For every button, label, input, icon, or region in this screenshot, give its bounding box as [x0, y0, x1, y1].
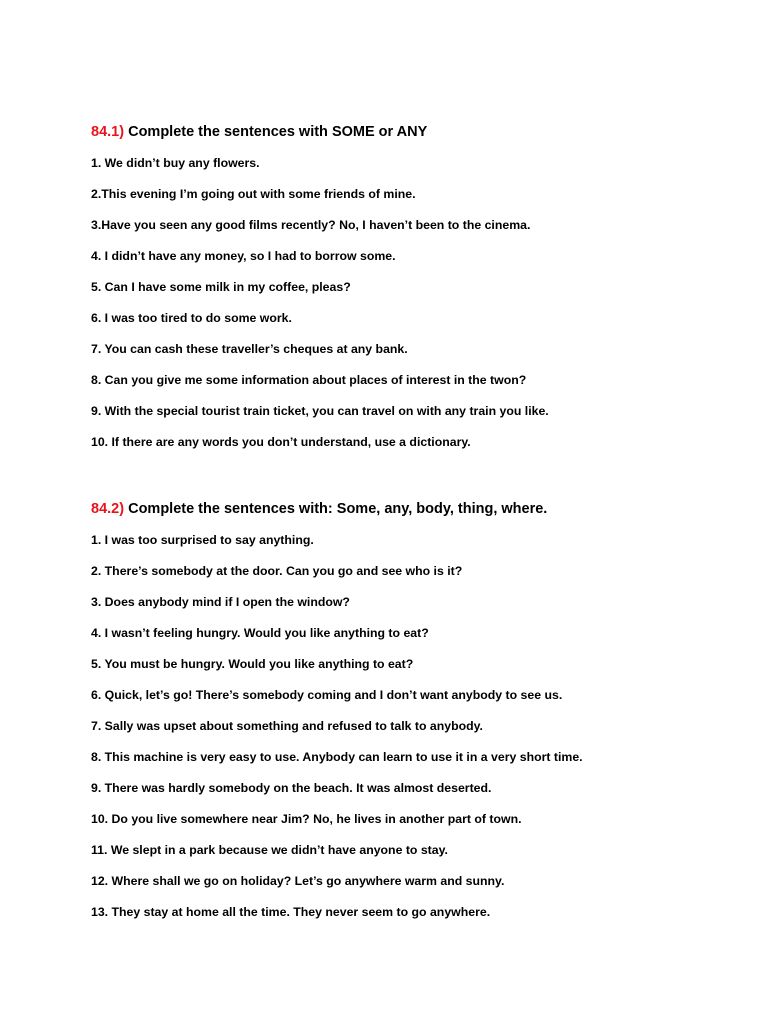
- sentence-item: 2. There’s somebody at the door. Can you go and see who is it?: [91, 564, 463, 578]
- sentence-item: 2.This evening I’m going out with some friends of mine.: [91, 187, 416, 201]
- sentence-item: 11. We slept in a park because we didn’t have anyone to stay.: [91, 843, 448, 857]
- sentence-list: [91, 155, 711, 465]
- exercise-number: 84.2): [91, 501, 125, 517]
- sentence-item: 6. Quick, let’s go! There’s somebody coming and I don’t want anybody to see us.: [91, 688, 563, 702]
- sentence-item: 5. You must be hungry. Would you like anything to eat?: [91, 657, 414, 671]
- sentence-item: 5. Can I have some milk in my coffee, pleas?: [91, 280, 351, 294]
- exercise-heading: [91, 122, 711, 142]
- sentence-item: 9. With the special tourist train ticket, you can travel on with any train you like.: [91, 404, 549, 418]
- sentence-item: 8. This machine is very easy to use. Anybody can learn to use it in a very short time.: [91, 750, 583, 764]
- sentence-list: [91, 532, 711, 935]
- sentence-item: 12. Where shall we go on holiday? Let’s go anywhere warm and sunny.: [91, 874, 505, 888]
- exercise-number: 84.1): [91, 124, 125, 140]
- sentence-item: 7. Sally was upset about something and refused to talk to anybody.: [91, 719, 483, 733]
- exercise-title: Complete the sentences with SOME or ANY: [128, 124, 428, 140]
- sentence-item: 10. If there are any words you don’t understand, use a dictionary.: [91, 435, 471, 449]
- exercise-84-2: [91, 499, 711, 935]
- exercise-84-1: [91, 122, 711, 465]
- exercise-title: Complete the sentences with: Some, any, body, thing, where.: [128, 501, 548, 517]
- exercise-heading: [91, 499, 711, 519]
- sentence-item: 13. They stay at home all the time. They never seem to go anywhere.: [91, 905, 491, 919]
- sentence-item: 3.Have you seen any good films recently? No, I haven’t been to the cinema.: [91, 218, 531, 232]
- sentence-item: 1. I was too surprised to say anything.: [91, 533, 314, 547]
- sentence-item: 3. Does anybody mind if I open the window?: [91, 595, 350, 609]
- sentence-item: 9. There was hardly somebody on the beach. It was almost deserted.: [91, 781, 492, 795]
- sentence-item: 6. I was too tired to do some work.: [91, 311, 292, 325]
- sentence-item: 4. I wasn’t feeling hungry. Would you like anything to eat?: [91, 626, 429, 640]
- sentence-item: 1. We didn’t buy any flowers.: [91, 156, 260, 170]
- sentence-item: 4. I didn’t have any money, so I had to borrow some.: [91, 249, 396, 263]
- sentence-item: 8. Can you give me some information about places of interest in the twon?: [91, 373, 527, 387]
- sentence-item: 7. You can cash these traveller’s cheques at any bank.: [91, 342, 408, 356]
- sentence-item: 10. Do you live somewhere near Jim? No, he lives in another part of town.: [91, 812, 522, 826]
